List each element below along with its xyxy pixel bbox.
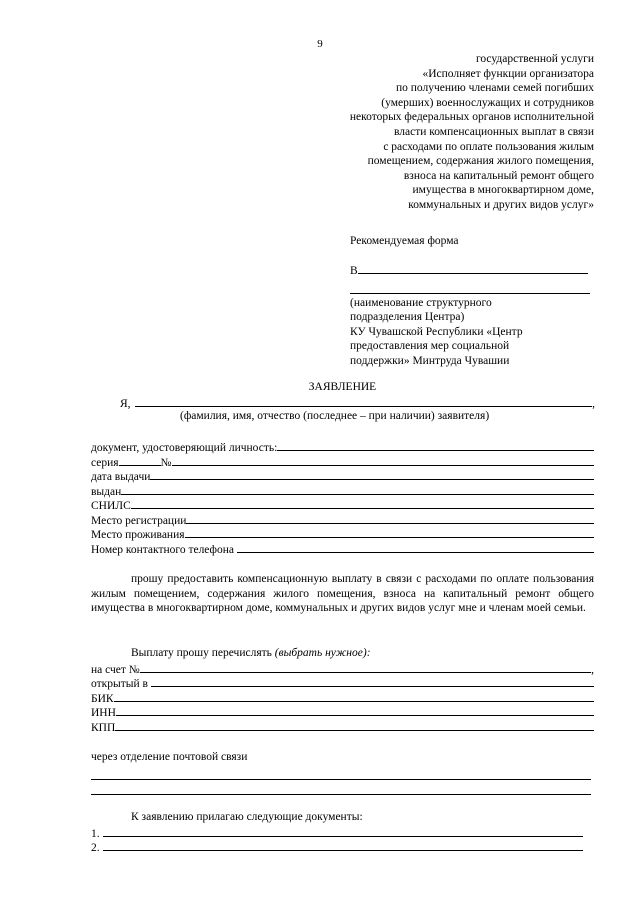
issue-date-field[interactable] [150,468,594,480]
addressee-caption-line: предоставления мер социальной [350,340,510,353]
issued-by-field[interactable] [121,483,594,495]
phone-field[interactable] [237,541,594,553]
approval-line: взноса на капитальный ремонт общего [403,169,594,182]
series-field[interactable] [119,454,161,466]
bik-field[interactable] [114,690,594,702]
attachments-lead: К заявлению прилагаю следующие документы: [131,811,363,823]
payment-lead-text: Выплату прошу перечислять [131,647,272,659]
snils-row [91,497,594,512]
registration-row [91,512,594,527]
applicant-caption: (фамилия, имя, отчество (последнее – при наличии) заявителя) [180,410,490,422]
addressee-caption-line: КУ Чувашской Республики «Центр [350,325,523,338]
addressee-prefix: В [350,265,358,277]
attachment-number-2: 2. [91,842,100,855]
inn-row [91,704,594,719]
residence-field[interactable] [185,526,594,538]
account-label: на счет № [91,663,140,676]
inn-field[interactable] [116,704,594,716]
kpp-field[interactable] [115,719,594,731]
issue-date-row [91,468,594,483]
addressee-block [350,262,600,369]
applicant-prefix: Я, [120,398,131,410]
attachment-field-2[interactable] [103,839,583,851]
payment-section [91,646,594,733]
phone-label: Номер контактного телефона [91,543,235,556]
page-number: 9 [317,38,323,50]
opened-in-field[interactable] [151,675,594,687]
residence-row [91,526,594,541]
registration-field[interactable] [186,512,594,524]
approval-line: по получению членами семей погибших [395,82,594,95]
postal-field-2[interactable] [91,780,591,795]
postal-field-1[interactable] [91,765,591,780]
series-row [91,454,594,469]
approval-line: власти компенсационных выплат в связи [393,125,594,138]
approval-line: коммунальных и других видов услуг» [408,198,594,211]
approval-line: с расходами по оплате пользования жилым [383,140,594,153]
residence-label: Место проживания [91,529,185,541]
attachment-row-2 [91,839,583,854]
account-suffix: , [591,663,594,676]
approval-line: государственной услуги [475,53,594,65]
issued-by-row [91,483,594,498]
approval-line: некоторых федеральных органов исполнительной [349,111,594,124]
addressee-field-2[interactable] [350,282,590,294]
series-label: серия [91,456,119,469]
payment-lead [91,646,594,661]
addressee-caption [350,296,600,369]
account-field[interactable] [140,661,591,673]
phone-row [91,541,594,556]
request-paragraph: прошу предоставить компенсационную выплату в связи с расходами по оплате пользования жилым помещением, содержания жилого помещения, взноса на капитальный ремонт общего имущества в многоквартирном доме, коммунальных и других видов услуг мне и членам моей семьи. [91,573,594,615]
identity-doc-field[interactable] [277,439,594,451]
approval-line: имущества в многоквартирном доме, [412,184,594,197]
attachment-field-1[interactable] [103,825,583,837]
issue-date-label: дата выдачи [91,471,151,483]
account-row [91,661,594,676]
personal-data-section [91,439,594,555]
approval-line: (умерших) военнослужащих и сотрудников [381,96,594,109]
bik-row [91,690,594,705]
kpp-label: КПП [91,721,116,734]
registration-label: Место регистрации [91,514,187,527]
addressee-caption-line: поддержки» Минтруда Чувашии [350,354,510,367]
approval-reference-block [294,52,594,213]
snils-field[interactable] [131,497,594,509]
applicant-suffix: , [592,398,595,410]
payment-lead-hint: (выбрать нужное): [274,647,371,659]
opened-in-row [91,675,594,690]
approval-line: «Исполняет функции организатора [422,67,594,80]
identity-doc-row [91,439,594,454]
issued-by-label: выдан [91,485,122,498]
document-title: ЗАЯВЛЕНИЕ [308,381,377,393]
addressee-field-1[interactable] [358,262,588,274]
postal-section [91,750,591,795]
kpp-row [91,719,594,734]
opened-in-label: открытый в [91,678,148,691]
attachments-section [91,810,583,854]
snils-label: СНИЛС [91,500,131,512]
attachment-row-1 [91,825,583,840]
inn-label: ИНН [91,707,116,720]
number-field[interactable] [172,454,594,466]
attachment-number-1: 1. [91,827,100,840]
addressee-row [350,262,600,279]
approval-line: помещением, содержания жилого помещения, [367,155,594,168]
postal-label: через отделение почтовой связи [91,751,248,763]
recommended-form-label: Рекомендуемая форма [350,235,459,247]
number-label: № [160,456,172,469]
applicant-name-field[interactable] [135,395,593,407]
identity-doc-label: документ, удостоверяющий личность: [91,442,278,454]
addressee-caption-line: (наименование структурного [350,296,492,309]
bik-label: БИК [91,692,114,705]
addressee-caption-line: подразделения Центра) [350,311,465,324]
